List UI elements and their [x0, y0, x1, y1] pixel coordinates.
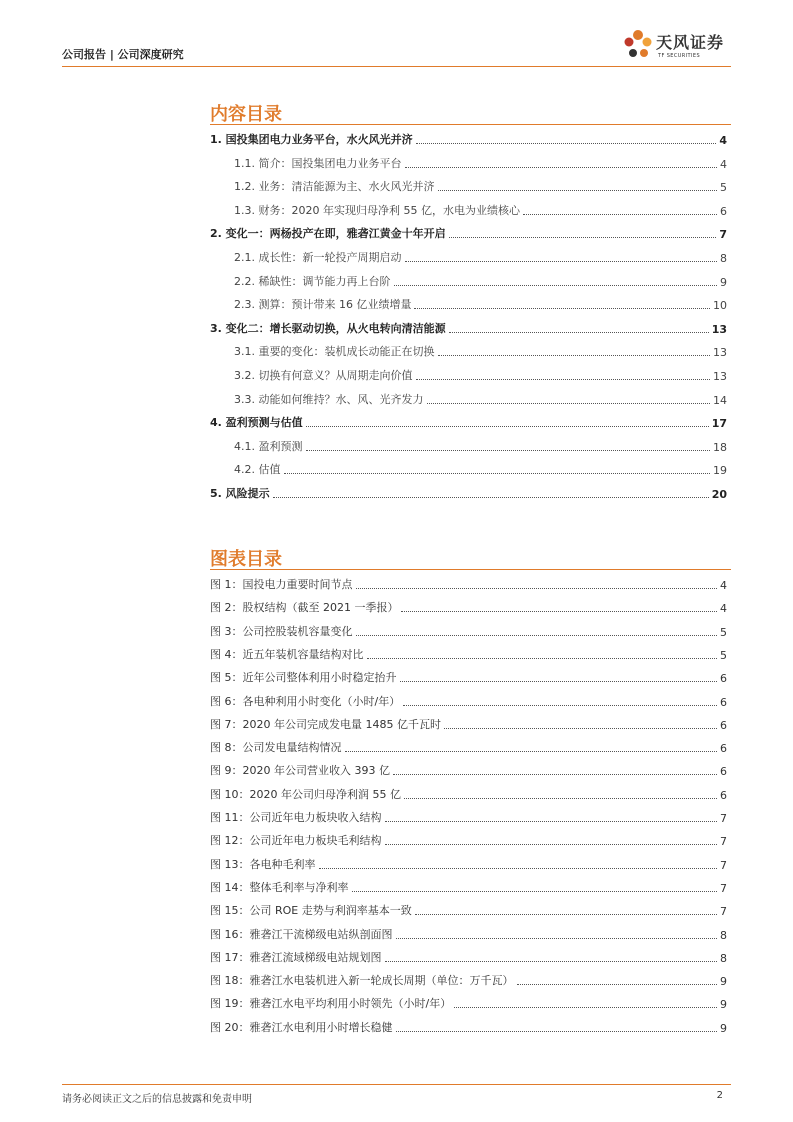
entry-text: 图 19：雅砻江水电平均利用小时领先（小时/年）: [210, 997, 452, 1011]
entry-page-number: 13: [713, 370, 727, 383]
entry-text: 图 5：近年公司整体利用小时稳定抬升: [210, 671, 397, 685]
entry-page-number: 4: [720, 579, 727, 592]
entry-page-number: 7: [719, 228, 727, 242]
toc-title: 内容目录: [210, 104, 282, 125]
entry-text: 3.3. 动能如何维持？水、风、光齐发力: [234, 392, 424, 406]
entry-page-number: 7: [720, 858, 727, 872]
entry-text: 3. 变化二：增长驱动切换，从火电转向清洁能源: [210, 321, 446, 335]
dot-leader: [385, 821, 718, 822]
dot-leader: [449, 332, 709, 333]
dot-leader: [427, 403, 711, 404]
figures-title-divider: [210, 569, 731, 570]
entry-text: 图 18：雅砻江水电装机进入新一轮成长周期（单位：万千瓦）: [210, 974, 514, 988]
entry-text: 2.1. 成长性：新一轮投产周期启动: [234, 251, 402, 264]
entry-page-number: 6: [720, 672, 727, 686]
entry-text: 图 6：各电种利用小时变化（小时/年）: [210, 694, 401, 708]
entry-page-number: 8: [720, 951, 727, 965]
footer-disclaimer: 请务必阅读正文之后的信息披露和免责申明: [62, 1094, 252, 1105]
figure-entry[interactable]: [210, 830, 727, 848]
entry-page-number: 6: [720, 742, 727, 756]
page-number: 2: [716, 1090, 723, 1101]
dot-leader: [396, 1031, 718, 1032]
entry-page-number: 13: [711, 322, 727, 336]
figure-entry[interactable]: [210, 924, 727, 942]
dot-leader: [401, 611, 717, 612]
entry-text: 5. 风险提示: [210, 487, 270, 500]
entry-page-number: 9: [720, 275, 727, 289]
toc-entry[interactable]: [210, 483, 727, 501]
figure-entry[interactable]: [210, 1017, 727, 1035]
entry-text: 图 8：公司发电量结构情况: [210, 741, 342, 755]
toc-entry[interactable]: [210, 200, 727, 218]
entry-text: 图 11：公司近年电力板块收入结构: [210, 811, 382, 824]
dot-leader: [306, 450, 711, 451]
toc-entry[interactable]: [210, 153, 727, 171]
entry-text: 图 20：雅砻江水电利用小时增长稳健: [210, 1020, 393, 1034]
dot-leader: [403, 705, 717, 706]
dot-leader: [416, 379, 711, 380]
entry-page-number: 5: [720, 648, 727, 662]
logo-subtitle: TF SECURITIES: [658, 53, 701, 59]
toc-entry[interactable]: [210, 341, 727, 359]
entry-page-number: 7: [720, 835, 727, 849]
flower-logo-icon: [622, 26, 654, 66]
figure-entry[interactable]: [210, 877, 727, 895]
dot-leader: [306, 426, 709, 427]
entry-page-number: 18: [713, 440, 727, 454]
toc-entry[interactable]: [210, 365, 727, 383]
figure-entry[interactable]: [210, 854, 727, 872]
entry-text: 3.1. 重要的变化：装机成长动能正在切换: [234, 345, 435, 359]
entry-text: 2.2. 稀缺性：调节能力再上台阶: [234, 274, 391, 288]
entry-page-number: 4: [719, 134, 727, 147]
figure-entry[interactable]: [210, 667, 727, 685]
entry-page-number: 10: [713, 299, 727, 313]
toc-entry[interactable]: [210, 294, 727, 312]
dot-leader: [396, 938, 718, 939]
dot-leader: [393, 774, 717, 775]
entry-page-number: 14: [713, 393, 727, 407]
dot-leader: [438, 355, 711, 356]
figure-entry[interactable]: [210, 597, 727, 615]
toc-entry[interactable]: [210, 412, 727, 430]
figure-entry[interactable]: [210, 900, 727, 918]
dot-leader: [414, 308, 710, 309]
entry-text: 1.3. 财务：2020 年实现归母净利 55 亿，水电为业绩核心: [234, 203, 520, 217]
dot-leader: [404, 798, 717, 799]
entry-page-number: 7: [720, 905, 727, 919]
dot-leader: [345, 751, 718, 752]
entry-page-number: 6: [720, 695, 727, 709]
dot-leader: [449, 237, 717, 238]
entry-text: 图 16：雅砻江干流梯级电站纵剖面图: [210, 927, 393, 941]
figure-entry[interactable]: [210, 993, 727, 1011]
dot-leader: [367, 658, 718, 659]
toc-entry[interactable]: [210, 223, 727, 241]
entry-page-number: 20: [711, 488, 727, 501]
entry-page-number: 4: [720, 157, 727, 171]
entry-page-number: 9: [720, 975, 727, 989]
entry-page-number: 7: [720, 812, 727, 825]
dot-leader: [444, 728, 717, 729]
dot-leader: [394, 285, 718, 286]
entry-page-number: 13: [713, 346, 727, 360]
entry-text: 图 17：雅砻江流域梯级电站规划图: [210, 950, 382, 964]
entry-text: 4. 盈利预测与估值: [210, 416, 303, 430]
dot-leader: [356, 588, 718, 589]
entry-page-number: 5: [720, 181, 727, 195]
entry-page-number: 17: [711, 417, 727, 431]
dot-leader: [517, 984, 718, 985]
figure-entry[interactable]: [210, 644, 727, 662]
toc-entry[interactable]: [210, 459, 727, 477]
dot-leader: [319, 868, 718, 869]
dot-leader: [405, 261, 718, 262]
entry-text: 图 1：国投电力重要时间节点: [210, 578, 353, 591]
figure-entry[interactable]: [210, 760, 727, 778]
entry-text: 图 14：整体毛利率与净利率: [210, 880, 349, 894]
toc-entry[interactable]: [210, 129, 727, 147]
entry-page-number: 4: [720, 602, 727, 616]
figure-entry[interactable]: [210, 691, 727, 709]
entry-text: 图 12：公司近年电力板块毛利结构: [210, 834, 382, 848]
figure-entry[interactable]: [210, 574, 727, 592]
dot-leader: [273, 497, 709, 498]
entry-text: 4.2. 估值: [234, 463, 281, 477]
figure-entry[interactable]: [210, 621, 727, 639]
entry-text: 图 13：各电种毛利率: [210, 857, 316, 871]
entry-text: 2.3. 测算：预计带来 16 亿业绩增量: [234, 298, 412, 312]
entry-page-number: 6: [720, 788, 727, 802]
entry-page-number: 8: [720, 252, 727, 265]
entry-text: 图 7：2020 年公司完成发电量 1485 亿千瓦时: [210, 717, 441, 731]
toc-entry[interactable]: [210, 436, 727, 454]
dot-leader: [416, 143, 717, 144]
footer-divider: [62, 1084, 731, 1085]
entry-text: 1. 国投集团电力业务平台，水火风光并济: [210, 133, 413, 146]
entry-text: 图 10：2020 年公司归母净利润 55 亿: [210, 787, 401, 801]
entry-page-number: 8: [720, 928, 727, 942]
figure-entry[interactable]: [210, 714, 727, 732]
figure-entry[interactable]: [210, 807, 727, 825]
figure-entry[interactable]: [210, 947, 727, 965]
entry-page-number: 19: [713, 464, 727, 478]
figure-entry[interactable]: [210, 970, 727, 988]
dot-leader: [352, 891, 718, 892]
entry-page-number: 6: [720, 765, 727, 779]
logo-name: 天风证券: [656, 33, 725, 52]
dot-leader: [454, 1007, 717, 1008]
report-type-label: 公司报告 | 公司深度研究: [62, 48, 184, 61]
dot-leader: [523, 214, 717, 215]
entry-page-number: 5: [720, 625, 727, 639]
toc-entry[interactable]: [210, 318, 727, 336]
dot-leader: [415, 914, 717, 915]
dot-leader: [405, 167, 718, 168]
company-logo: [622, 26, 734, 66]
entry-text: 1.2. 业务：清洁能源为主、水火风光并济: [234, 180, 435, 194]
dot-leader: [400, 681, 718, 682]
toc-entry[interactable]: [210, 247, 727, 265]
header-divider: [62, 66, 731, 67]
dot-leader: [356, 635, 718, 636]
entry-text: 3.2. 切换有何意义？从周期走向价值: [234, 369, 413, 382]
figure-entry[interactable]: [210, 737, 727, 755]
entry-page-number: 9: [720, 998, 727, 1012]
toc-entry[interactable]: [210, 271, 727, 289]
toc-entry[interactable]: [210, 389, 727, 407]
entry-text: 图 2：股权结构（截至 2021 一季报）: [210, 601, 399, 615]
dot-leader: [385, 844, 718, 845]
entry-text: 4.1. 盈利预测: [234, 439, 303, 453]
dot-leader: [438, 190, 718, 191]
dot-leader: [385, 961, 718, 962]
entry-page-number: 9: [720, 1021, 727, 1035]
toc-title-divider: [210, 124, 731, 125]
entry-text: 图 15：公司 ROE 走势与利润率基本一致: [210, 904, 412, 918]
entry-text: 图 3：公司控股装机容量变化: [210, 624, 353, 638]
toc-entry[interactable]: [210, 176, 727, 194]
figure-entry[interactable]: [210, 784, 727, 802]
entry-text: 1.1. 简介：国投集团电力业务平台: [234, 156, 402, 170]
entry-page-number: 6: [720, 204, 727, 218]
entry-text: 图 4：近五年装机容量结构对比: [210, 647, 364, 661]
figures-title: 图表目录: [210, 549, 282, 570]
dot-leader: [284, 473, 711, 474]
entry-page-number: 7: [720, 881, 727, 895]
entry-text: 图 9：2020 年公司营业收入 393 亿: [210, 764, 390, 778]
entry-text: 2. 变化一：两杨投产在即，雅砻江黄金十年开启: [210, 227, 446, 241]
entry-page-number: 6: [720, 718, 727, 732]
